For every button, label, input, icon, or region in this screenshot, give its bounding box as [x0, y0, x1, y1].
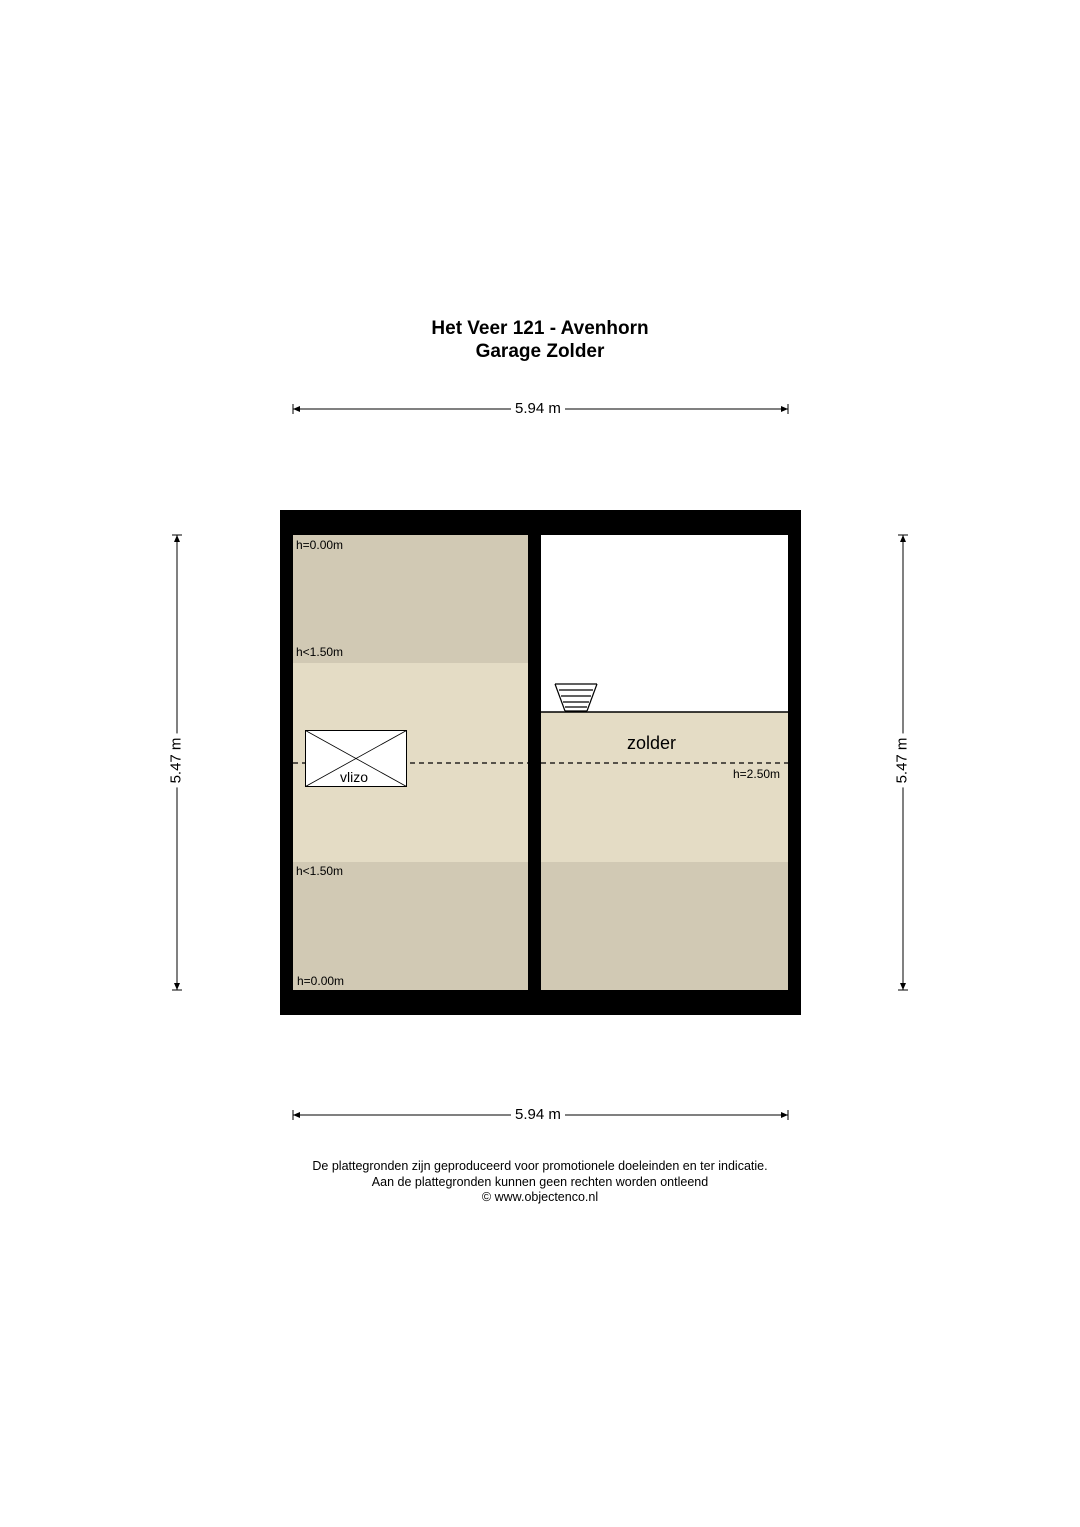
floorplan-title: Het Veer 121 - Avenhorn: [431, 318, 649, 339]
room-name-zolder: zolder: [627, 733, 677, 753]
disclaimer-line-3: © www.objectenco.nl: [481, 1190, 599, 1204]
left-room-low-zone-bottom: [293, 862, 528, 990]
right-room-open-void: [541, 535, 788, 712]
height-label-right: h=2.50m: [733, 767, 781, 781]
hatch-label: vlizo: [340, 769, 369, 785]
disclaimer-line-2: Aan de plattegronden kunnen geen rechten worden ontleend: [371, 1174, 709, 1189]
height-label-left-lower-mid: h<1.50m: [296, 864, 344, 878]
dimension-label-bottom: 5.94 m: [511, 1106, 565, 1123]
dimension-label-right: 5.47 m: [893, 734, 910, 788]
height-label-left-upper-mid: h<1.50m: [296, 645, 344, 659]
height-label-left-top: h=0.00m: [296, 538, 344, 552]
height-label-left-bottom: h=0.00m: [297, 974, 345, 988]
right-room-low-zone: [541, 862, 788, 990]
floorplan-subtitle: Garage Zolder: [475, 341, 605, 362]
dimension-label-left: 5.47 m: [167, 734, 184, 788]
left-room-low-zone-top: [293, 535, 528, 663]
dimension-label-top: 5.94 m: [511, 400, 565, 417]
disclaimer: [0, 1159, 1080, 1206]
disclaimer-line-1: De plattegronden zijn geproduceerd voor promotionele doeleinden en ter indicatie.: [312, 1159, 768, 1173]
